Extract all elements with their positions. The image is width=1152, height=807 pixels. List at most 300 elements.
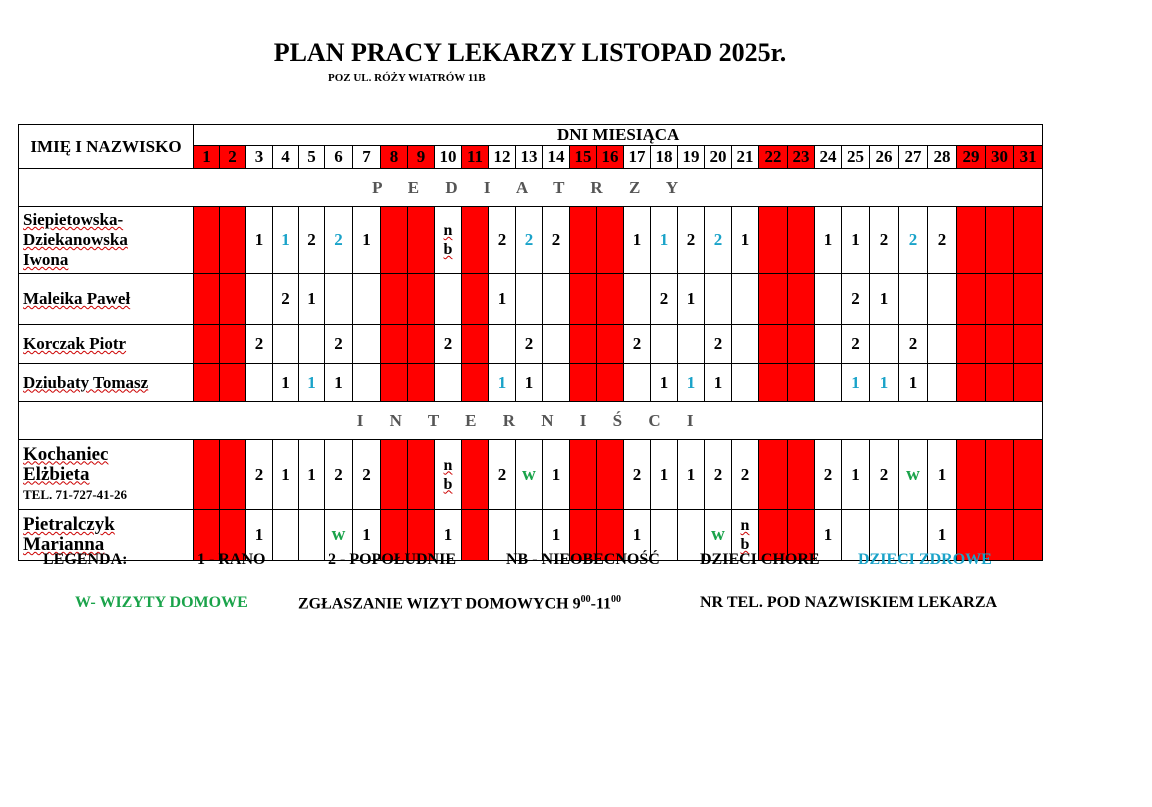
day-cell-4 [273,207,299,274]
day-cell-7 [353,274,381,325]
day-cell-9 [408,207,435,274]
day-header-6: 6 [325,146,353,169]
day-header-30: 30 [986,146,1014,169]
legend-popoludnie: 2 - POPOŁUDNIE [328,551,456,568]
day-cell-9 [408,325,435,364]
day-cell-11 [462,274,489,325]
days-header: DNI MIESIĄCA [194,125,1043,146]
page-subtitle: POZ UL. RÓŻY WIATRÓW 11B [328,72,486,84]
day-cell-23 [788,325,815,364]
day-cell-18 [651,364,678,402]
day-cell-17 [624,364,651,402]
legend-zglaszanie-text: ZGŁASZANIE WIZYT DOMOWYCH 9 [298,595,581,613]
shift-mark: 1 [740,230,750,249]
shift-mark: 2 [632,334,642,353]
day-cell-30 [986,325,1014,364]
day-header-17: 17 [624,146,651,169]
day-cell-11 [462,364,489,402]
day-cell-17 [624,274,651,325]
day-cell-18 [651,274,678,325]
day-cell-7 [353,325,381,364]
healthy-children-shift: 1 [879,372,889,392]
day-cell-27 [899,325,928,364]
shift-mark: 2 [334,464,343,484]
shift-mark: 1 [632,525,642,544]
day-cell-10 [435,325,462,364]
day-cell-21 [732,440,759,510]
shift-mark: 1 [362,230,371,249]
day-cell-15 [570,207,597,274]
day-header-2: 2 [220,146,246,169]
day-header-26: 26 [870,146,899,169]
legend-dzieci-zdrowe: DZIECI ZDROWE [858,551,992,568]
day-cell-27 [899,440,928,510]
day-cell-5 [299,364,325,402]
shift-mark: 1 [879,289,889,308]
day-cell-8 [381,364,408,402]
shift-mark: 1 [851,230,860,249]
shift-mark: 2 [497,464,507,484]
day-cell-4 [273,510,299,561]
shift-mark: 1 [937,464,947,484]
day-cell-8 [381,274,408,325]
day-cell-14 [543,440,570,510]
day-cell-11 [462,325,489,364]
day-cell-16 [597,207,624,274]
day-cell-20 [705,207,732,274]
day-cell-30 [986,364,1014,402]
day-cell-13 [516,274,543,325]
shift-mark: 2 [524,334,534,353]
day-cell-21 [732,325,759,364]
day-cell-21 [732,274,759,325]
day-cell-27 [899,207,928,274]
day-cell-26 [870,207,899,274]
day-cell-2 [220,325,246,364]
shift-mark: 1 [334,372,343,392]
day-cell-15 [570,364,597,402]
shift-mark: 2 [281,289,290,308]
day-cell-5 [299,510,325,561]
day-cell-28 [928,364,957,402]
day-cell-6 [325,325,353,364]
shift-mark: 2 [713,334,723,353]
doctor-name: Siepietowska- [23,210,124,229]
day-header-22: 22 [759,146,788,169]
day-cell-20 [705,440,732,510]
day-cell-12 [489,207,516,274]
day-cell-14 [543,207,570,274]
schedule-table [18,124,1043,561]
shift-mark: 2 [851,334,860,353]
healthy-children-shift: 1 [851,372,860,392]
day-cell-10 [435,440,462,510]
day-cell-24 [815,325,842,364]
doctor-name: Maleika Paweł [23,289,131,308]
day-cell-26 [870,274,899,325]
doctor-row [19,274,1043,325]
day-cell-16 [597,325,624,364]
day-header-31: 31 [1014,146,1043,169]
healthy-children-shift: 1 [686,372,696,392]
shift-mark: 1 [937,525,947,544]
day-header-18: 18 [651,146,678,169]
day-cell-30 [986,274,1014,325]
day-cell-18 [651,440,678,510]
day-header-15: 15 [570,146,597,169]
day-cell-5 [299,440,325,510]
legend-label: LEGENDA: [43,551,128,568]
day-header-24: 24 [815,146,842,169]
day-cell-9 [408,440,435,510]
day-cell-14 [543,274,570,325]
day-cell-20 [705,364,732,402]
day-cell-2 [220,364,246,402]
legend-zglaszanie [298,594,621,613]
shift-mark: 1 [851,464,860,484]
day-cell-13 [516,325,543,364]
day-cell-19 [678,207,705,274]
shift-mark: 1 [713,372,723,392]
shift-mark: 1 [281,464,290,484]
shift-mark: 1 [254,230,264,249]
day-cell-16 [597,364,624,402]
legend-time1-sup: 00 [580,594,591,605]
absence-mark: n b [443,222,453,258]
day-cell-1 [194,364,220,402]
shift-mark: 2 [908,334,918,353]
shift-mark: 2 [307,230,316,249]
shift-mark: 1 [307,464,316,484]
day-header-9: 9 [408,146,435,169]
day-cell-3 [246,440,273,510]
day-header-29: 29 [957,146,986,169]
doctor-name: Kochaniec [23,443,109,465]
day-cell-31 [1014,364,1043,402]
shift-mark: 2 [879,464,889,484]
day-cell-19 [678,364,705,402]
day-cell-31 [1014,207,1043,274]
shift-mark: 1 [659,372,669,392]
name-column-header: IMIĘ I NAZWISKO [19,125,194,169]
day-cell-6 [325,274,353,325]
day-cell-27 [899,364,928,402]
shift-mark: 2 [823,464,833,484]
day-cell-25 [842,325,870,364]
doctor-name: Marianna [23,534,105,555]
shift-mark: 1 [443,525,453,544]
doctor-name: Elżbieta [23,463,90,485]
day-cell-6 [325,440,353,510]
day-cell-5 [299,274,325,325]
home-visit-mark: w [331,524,346,545]
day-cell-11 [462,440,489,510]
day-cell-21 [732,207,759,274]
day-cell-29 [957,207,986,274]
day-header-28: 28 [928,146,957,169]
doctor-name-cell [19,207,194,274]
home-visit-mark: w [522,463,536,485]
day-cell-26 [870,325,899,364]
day-cell-12 [489,364,516,402]
day-cell-20 [705,274,732,325]
shift-mark: 1 [686,464,696,484]
day-cell-31 [1014,325,1043,364]
day-header-13: 13 [516,146,543,169]
day-header-4: 4 [273,146,299,169]
shift-mark: 1 [823,525,833,544]
day-cell-23 [788,274,815,325]
day-cell-15 [570,274,597,325]
day-header-7: 7 [353,146,381,169]
doctor-name: Korczak Piotr [23,334,127,353]
day-cell-31 [1014,274,1043,325]
day-cell-28 [928,207,957,274]
legend-rano: 1 - RANO [197,551,266,568]
day-cell-2 [220,207,246,274]
day-cell-10 [435,274,462,325]
doctor-name-cell [19,325,194,364]
day-cell-1 [194,440,220,510]
day-cell-5 [299,325,325,364]
day-cell-9 [408,274,435,325]
shift-mark: 1 [686,289,696,308]
day-cell-28 [928,440,957,510]
healthy-children-shift: 1 [281,230,290,249]
day-cell-14 [543,325,570,364]
shift-mark: 2 [443,334,453,353]
day-cell-17 [624,325,651,364]
day-cell-4 [273,274,299,325]
day-cell-16 [597,440,624,510]
day-cell-13 [516,207,543,274]
day-cell-30 [986,207,1014,274]
day-header-8: 8 [381,146,408,169]
day-cell-13 [516,364,543,402]
day-header-12: 12 [489,146,516,169]
shift-mark: 1 [497,289,507,308]
legend-nr-tel: NR TEL. POD NAZWISKIEM LEKARZA [700,594,998,611]
day-header-19: 19 [678,146,705,169]
day-cell-26 [870,364,899,402]
day-cell-18 [651,207,678,274]
doctor-name: Dziekanowska [23,230,128,249]
shift-mark: 1 [551,464,561,484]
day-cell-29 [957,440,986,510]
healthy-children-shift: 2 [334,230,343,249]
legend-time2-sup: 00 [611,594,622,605]
day-cell-31 [1014,510,1043,561]
day-cell-22 [759,364,788,402]
legend-wizyty-domowe: W- WIZYTY DOMOWE [75,594,248,611]
day-cell-7 [353,440,381,510]
day-cell-24 [815,364,842,402]
section-interniści: I N T E R N I Ś C I [19,402,1043,440]
shift-mark: 1 [659,464,669,484]
day-cell-8 [381,440,408,510]
day-cell-3 [246,207,273,274]
day-cell-22 [759,325,788,364]
day-cell-8 [381,207,408,274]
day-cell-23 [788,364,815,402]
shift-mark: 1 [823,230,833,249]
day-cell-9 [408,364,435,402]
doctor-row [19,207,1043,274]
day-header-14: 14 [543,146,570,169]
day-cell-23 [788,440,815,510]
day-cell-19 [678,325,705,364]
day-header-20: 20 [705,146,732,169]
day-cell-5 [299,207,325,274]
doctor-name-cell [19,364,194,402]
section-row [19,402,1043,440]
doctor-name-cell [19,274,194,325]
section-row [19,169,1043,207]
day-cell-4 [273,364,299,402]
day-cell-24 [815,207,842,274]
doctor-name: Iwona [23,250,69,269]
shift-mark: 1 [362,525,371,544]
day-cell-17 [624,207,651,274]
day-cell-11 [462,207,489,274]
healthy-children-shift: 2 [908,230,918,249]
doctor-phone: TEL. 71-727-41-26 [23,486,127,502]
day-cell-4 [273,440,299,510]
day-header-5: 5 [299,146,325,169]
shift-mark: 2 [686,230,696,249]
legend-dzieci-chore: DZIECI CHORE [700,551,820,568]
doctor-row [19,440,1043,510]
legend-time-dash: -11 [590,595,612,613]
shift-mark: 2 [879,230,889,249]
healthy-children-shift: 1 [659,230,669,249]
shift-mark: 2 [632,464,642,484]
day-header-11: 11 [462,146,489,169]
day-cell-12 [489,325,516,364]
day-cell-18 [651,325,678,364]
day-cell-3 [246,364,273,402]
shift-mark: 2 [551,230,561,249]
shift-mark: 2 [334,334,343,353]
shift-mark: 2 [713,464,723,484]
doctor-name: Pietralczyk [23,514,115,535]
home-visit-mark: w [711,524,725,545]
shift-mark: 1 [908,372,918,392]
day-header-25: 25 [842,146,870,169]
day-cell-25 [842,440,870,510]
day-cell-28 [928,325,957,364]
day-header-1: 1 [194,146,220,169]
shift-mark: 2 [497,230,507,249]
shift-mark: 1 [281,372,290,392]
absence-mark: n b [740,517,750,553]
day-header-10: 10 [435,146,462,169]
day-cell-2 [220,440,246,510]
day-cell-3 [246,325,273,364]
absence-mark: n b [443,456,453,493]
day-cell-29 [957,325,986,364]
shift-mark: 1 [524,372,534,392]
day-cell-10 [435,207,462,274]
day-cell-12 [489,440,516,510]
day-cell-7 [353,364,381,402]
day-cell-1 [194,274,220,325]
shift-mark: 1 [551,525,561,544]
section-pediatrzy: P E D I A T R Z Y [19,169,1043,207]
day-cell-22 [759,207,788,274]
shift-mark: 2 [362,464,371,484]
day-cell-26 [870,440,899,510]
shift-mark: 1 [632,230,642,249]
day-cell-25 [842,274,870,325]
day-cell-24 [815,440,842,510]
day-cell-20 [705,325,732,364]
day-cell-8 [381,325,408,364]
day-cell-10 [435,364,462,402]
day-cell-24 [815,274,842,325]
day-cell-31 [1014,440,1043,510]
day-header-27: 27 [899,146,928,169]
healthy-children-shift: 1 [307,372,316,392]
shift-mark: 2 [851,289,860,308]
day-cell-14 [543,364,570,402]
healthy-children-shift: 1 [497,372,507,392]
shift-mark: 1 [254,525,264,544]
day-cell-3 [246,274,273,325]
day-header-21: 21 [732,146,759,169]
day-cell-27 [899,274,928,325]
day-cell-1 [194,325,220,364]
doctor-row [19,325,1043,364]
day-cell-19 [678,274,705,325]
day-cell-23 [788,207,815,274]
day-cell-15 [570,325,597,364]
day-cell-6 [325,364,353,402]
day-cell-12 [489,274,516,325]
day-cell-17 [624,440,651,510]
day-cell-29 [957,274,986,325]
page-title: PLAN PRACY LEKARZY LISTOPAD 2025r. [273,38,787,67]
shift-mark: 2 [740,464,750,484]
home-visit-mark: w [906,463,920,485]
day-cell-4 [273,325,299,364]
day-cell-25 [842,207,870,274]
shift-mark: 1 [307,289,316,308]
day-cell-21 [732,364,759,402]
doctor-name: Dziubaty Tomasz [23,372,149,392]
day-cell-13 [516,440,543,510]
day-cell-6 [325,207,353,274]
day-cell-19 [678,440,705,510]
day-cell-2 [220,274,246,325]
day-cell-25 [842,364,870,402]
day-header-23: 23 [788,146,815,169]
doctor-name-cell [19,440,194,510]
day-cell-22 [759,440,788,510]
day-cell-16 [597,274,624,325]
shift-mark: 2 [937,230,947,249]
legend-nieobecnosc: NB - NIEOBECNOŚĆ [506,551,660,568]
day-cell-30 [986,440,1014,510]
shift-mark: 2 [254,334,264,353]
day-cell-22 [759,274,788,325]
day-header-16: 16 [597,146,624,169]
healthy-children-shift: 2 [713,230,723,249]
day-cell-1 [194,207,220,274]
day-cell-7 [353,207,381,274]
shift-mark: 2 [254,464,264,484]
day-cell-15 [570,440,597,510]
